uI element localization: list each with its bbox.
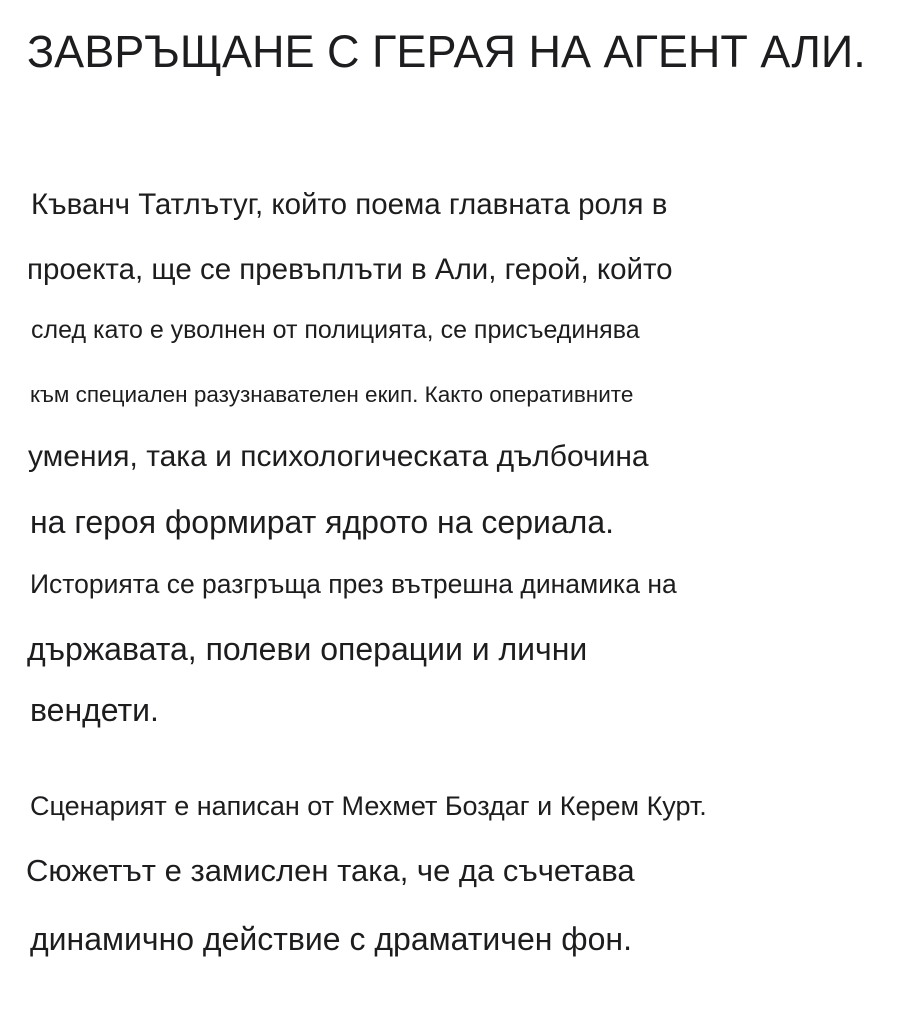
paragraph-2-line: Сценарият е написан от Мехмет Боздаг и Керем Курт. <box>30 791 707 821</box>
paragraph-1-line: вендети. <box>30 692 159 728</box>
paragraph-2-line: Сюжетът е замислен така, че да съчетава <box>26 853 635 888</box>
paragraph-1-line: умения, така и психологическата дълбочина <box>28 440 649 473</box>
paragraph-1-line: Къванч Татлътуг, който поема главната роля в <box>31 188 668 221</box>
paragraph-2-line: динамично действие с драматичен фон. <box>30 921 632 957</box>
paragraph-1-line: Историята се разгръща през вътрешна динамика на <box>30 569 677 599</box>
article-title: ЗАВРЪЩАНЕ С ГЕРАЯ НА АГЕНТ АЛИ. <box>27 26 866 77</box>
paragraph-1-line: проекта, ще се превъплъти в Али, герой, който <box>27 253 673 286</box>
paragraph-1-line: след като е уволнен от полицията, се присъединява <box>31 316 640 344</box>
paragraph-1-line: държавата, полеви операции и лични <box>27 631 588 667</box>
paragraph-1-line: към специален разузнавателен екип. Както оперативните <box>30 382 634 407</box>
paragraph-1-line: на героя формират ядрото на сериала. <box>30 504 615 540</box>
